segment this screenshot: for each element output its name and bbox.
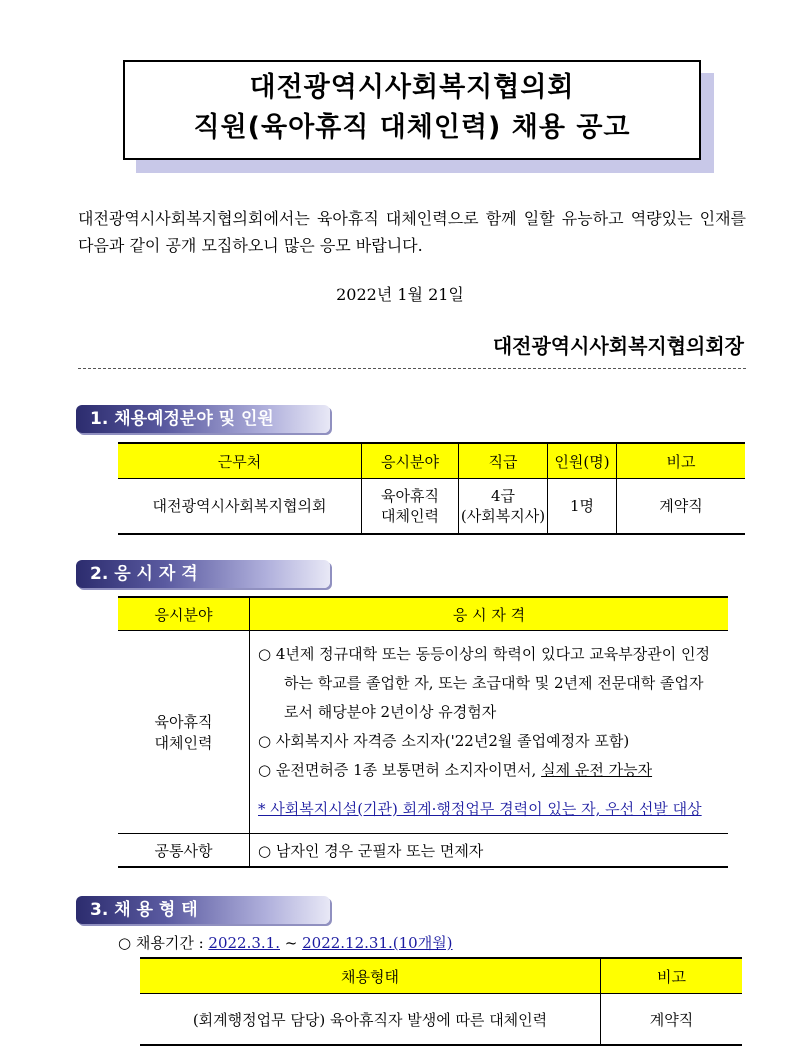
table-row bbox=[118, 479, 745, 535]
cell-field bbox=[362, 479, 459, 535]
title-line-1: 대전광역시사회복지협의회 bbox=[249, 72, 575, 103]
period-tilde: ~ bbox=[280, 934, 303, 952]
qualification-3 bbox=[258, 756, 720, 785]
cell-grade-line1: 4급 bbox=[490, 487, 516, 505]
header-grade: 직급 bbox=[459, 443, 548, 479]
cell-qualifications bbox=[250, 631, 729, 834]
title-line-2: 직원(육아휴직 대체인력) 채용 공고 bbox=[193, 112, 631, 143]
recruitment-table bbox=[118, 442, 745, 535]
header-qualification: 응 시 자 격 bbox=[250, 597, 729, 631]
period-months: (10개월) bbox=[392, 934, 453, 952]
employment-period bbox=[118, 932, 453, 953]
section-2-heading: 2. 응 시 자 격 bbox=[76, 560, 330, 588]
table-row bbox=[118, 631, 728, 834]
cell-field-line2: 대체인력 bbox=[381, 507, 439, 525]
table-row bbox=[140, 994, 742, 1046]
qualification-2: ○ 사회복지사 자격증 소지자('22년2월 졸업예정자 포함) bbox=[258, 732, 630, 750]
section-1-heading: 1. 채용예정분야 및 인원 bbox=[76, 405, 330, 433]
table-header-row bbox=[118, 443, 745, 479]
announcement-date: 2022년 1월 21일 bbox=[336, 285, 464, 304]
cell-grade-line2: (사회복지사) bbox=[460, 507, 546, 525]
dashed-divider bbox=[78, 368, 746, 369]
table-row bbox=[118, 834, 728, 868]
qualification-3-underlined: 실제 운전 가능자 bbox=[541, 761, 653, 779]
preference-note: * 사회복지시설(기관) 회계·행정업무 경력이 있는 자, 우선 선발 대상 bbox=[258, 800, 702, 818]
cell-common-label: 공통사항 bbox=[118, 834, 250, 868]
qualification-1-line3: 로서 해당분야 2년이상 유경험자 bbox=[284, 703, 497, 721]
cell-grade bbox=[459, 479, 548, 535]
period-end: 2022.12.31. bbox=[302, 934, 393, 952]
employment-type-table bbox=[140, 957, 742, 1046]
qualification-1-line1: ○ 4년제 정규대학 또는 동등이상의 학력이 있다고 교육부장관이 인정 bbox=[258, 645, 711, 663]
table-header-row bbox=[118, 597, 728, 631]
header-workplace: 근무처 bbox=[118, 443, 362, 479]
cell-note: 계약직 bbox=[617, 479, 746, 535]
intro-paragraph: 대전광역시사회복지협의회에서는 육아휴직 대체인력으로 함께 일할 유능하고 역량있는 인재를 다음과 같이 공개 모집하오니 많은 응모 바랍니다. bbox=[78, 209, 746, 255]
cell-field-line1: 육아휴직 bbox=[154, 713, 213, 731]
qualification-3-prefix: ○ 운전면허증 1종 보통면허 소지자이면서, bbox=[258, 761, 542, 779]
cell-type: (회계행정업무 담당) 육아휴직자 발생에 따른 대체인력 bbox=[140, 994, 601, 1046]
cell-field-line2: 대체인력 bbox=[154, 734, 213, 752]
period-start: 2022.3.1. bbox=[208, 934, 280, 952]
header-note: 비고 bbox=[617, 443, 746, 479]
qualification-1-line2: 하는 학교를 졸업한 자, 또는 초급대학 및 2년제 전문대학 졸업자 bbox=[284, 674, 704, 692]
header-count: 인원(명) bbox=[548, 443, 617, 479]
section-3-heading: 3. 채 용 형 태 bbox=[76, 896, 330, 924]
header-note: 비고 bbox=[601, 958, 743, 994]
title-box bbox=[123, 60, 701, 160]
cell-note: 계약직 bbox=[601, 994, 743, 1046]
cell-count: 1명 bbox=[548, 479, 617, 535]
header-field: 응시분야 bbox=[362, 443, 459, 479]
header-type: 채용형태 bbox=[140, 958, 601, 994]
organization-signature: 대전광역시사회복지협의회장 bbox=[492, 334, 744, 358]
period-label: ○ 채용기간 : bbox=[118, 934, 209, 952]
header-field: 응시분야 bbox=[118, 597, 250, 631]
cell-common-text: ○ 남자인 경우 군필자 또는 면제자 bbox=[250, 834, 729, 868]
table-header-row bbox=[140, 958, 742, 994]
cell-workplace: 대전광역시사회복지협의회 bbox=[118, 479, 362, 535]
cell-field bbox=[118, 631, 250, 834]
cell-field-line1: 육아휴직 bbox=[381, 487, 439, 505]
qualification-table bbox=[118, 596, 728, 868]
